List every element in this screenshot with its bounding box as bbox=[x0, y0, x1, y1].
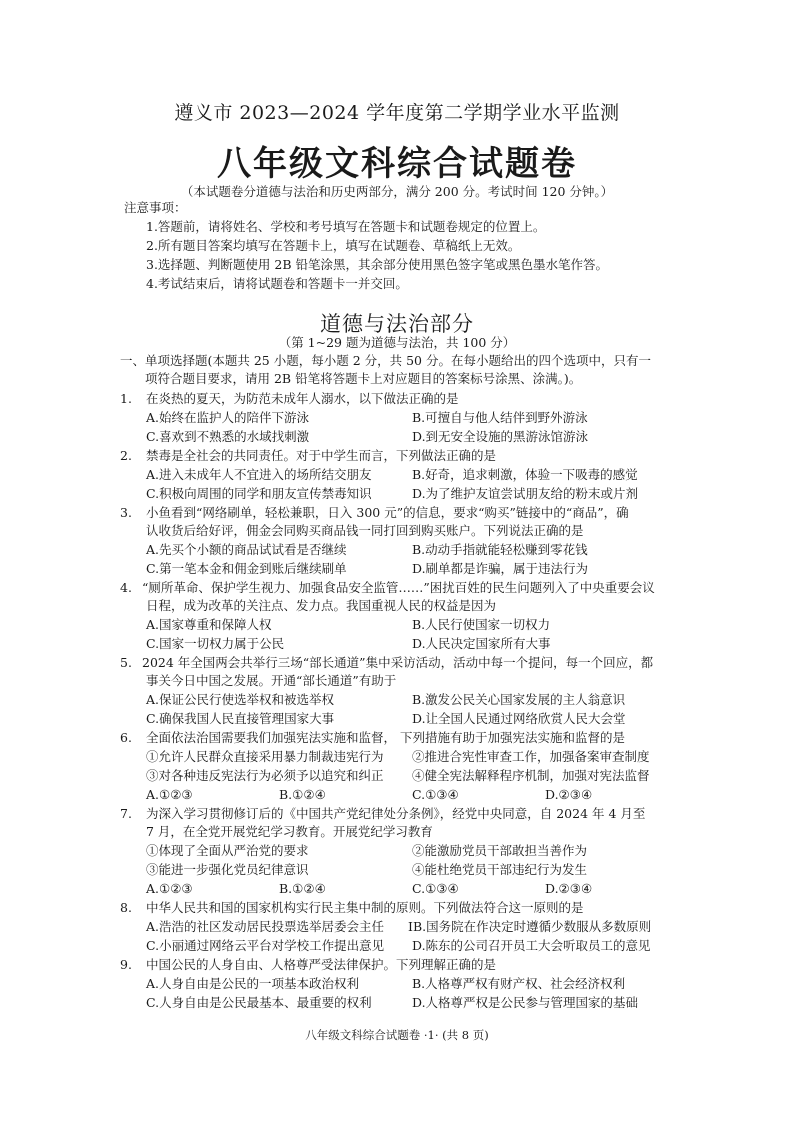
option-b: B.好奇，追求刺激，体验一下吸毒的感觉 bbox=[412, 467, 638, 482]
question-number: 7. bbox=[120, 806, 132, 821]
question-stem-cont: 日程，成为改革的关注点、发力点。我国重视人民的权益是因为 bbox=[146, 598, 497, 613]
statement-4: ④能杜绝党员干部违纪行为发生 bbox=[412, 862, 588, 877]
notes-heading: 注意事项： bbox=[124, 200, 187, 215]
question-number: 9. bbox=[120, 957, 132, 972]
question-number: 4. bbox=[120, 580, 132, 595]
option-b: B.动动手指就能轻松赚到零花钱 bbox=[412, 542, 588, 557]
option-c: C.①③④ bbox=[412, 881, 459, 896]
option-a: A.始终在监护人的陪伴下游泳 bbox=[146, 410, 310, 425]
option-b: IB.国务院在作决定时遵循少数服从多数原则 bbox=[408, 919, 652, 934]
option-c: C.第一笔本金和佣金到账后继续刷单 bbox=[146, 561, 347, 576]
option-d: D.为了维护友谊尝试朋友给的粉末或片剂 bbox=[412, 486, 639, 501]
statement-1: ①允许人民群众直接采用暴力制裁违宪行为 bbox=[146, 749, 384, 764]
question-stem: 中华人民共和国的国家机构实行民主集中制的原则。下列做法符合这一原则的是 bbox=[146, 900, 584, 915]
option-d: D.人民决定国家所有大事 bbox=[412, 636, 551, 651]
statement-4: ④健全宪法解释程序机制，加强对宪法监督 bbox=[412, 768, 650, 783]
part-instruction: 一、单项选择题(本题共 25 小题，每小题 2 分，共 50 分。在每小题给出的四个选项中，只有一 bbox=[120, 353, 651, 368]
option-d: D.让全国人民通过网络欣赏人民大会堂 bbox=[412, 711, 626, 726]
option-a: A.先买个小额的商品试试看是否继续 bbox=[146, 542, 347, 557]
question-number: 8. bbox=[120, 900, 132, 915]
question-stem: “厕所革命、保护学生视力、加强食品安全监管……”困扰百姓的民生问题列入了中央重要会议 bbox=[142, 580, 655, 595]
option-b: B.人民行使国家一切权力 bbox=[412, 617, 551, 632]
question-stem: 中国公民的人身自由、人格尊严受法律保护。下列理解正确的是 bbox=[146, 957, 497, 972]
option-d: D.陈东的公司召开员工大会听取员工的意见 bbox=[412, 938, 651, 953]
question-number: 2. bbox=[120, 448, 132, 463]
section-subtitle: （第 1~29 题为道德与法治，共 100 分） bbox=[278, 335, 516, 350]
statement-1: ①体现了全面从严治党的要求 bbox=[146, 843, 309, 858]
question-stem-cont: 事关今日中国之发展。开通“部长通道”有助于 bbox=[146, 673, 397, 688]
option-c: C.人身自由是公民最基本、最重要的权利 bbox=[146, 995, 372, 1010]
option-c: C.喜欢到不熟悉的水域找刺激 bbox=[146, 429, 310, 444]
option-c: C.小丽通过网络云平台对学校工作提出意见 bbox=[146, 938, 385, 953]
option-c: C.国家一切权力属于公民 bbox=[146, 636, 285, 651]
option-a: A.进入未成年人不宜进入的场所结交朋友 bbox=[146, 467, 372, 482]
exam-subtitle: （本试题卷分道德与法治和历史两部分，满分 200 分。考试时间 120 分钟。） bbox=[180, 184, 614, 199]
option-d: D.②③④ bbox=[545, 787, 593, 802]
note-item: 2.所有题目答案均填写在答题卡上，填写在试题卷、草稿纸上无效。 bbox=[146, 238, 521, 253]
option-d: D.②③④ bbox=[545, 881, 593, 896]
note-item: 1.答题前，请将姓名、学校和考号填写在答题卡和试题卷规定的位置上。 bbox=[146, 219, 546, 234]
exam-title-main: 八年级文科综合试题卷 bbox=[217, 144, 577, 184]
question-number: 1. bbox=[120, 391, 132, 406]
option-a: A.①②③ bbox=[146, 787, 193, 802]
question-stem: 在炎热的夏天，为防范未成年人溺水，以下做法正确的是 bbox=[146, 391, 459, 406]
option-c: C.确保我国人民直接管理国家大事 bbox=[146, 711, 335, 726]
note-item: 4.考试结束后，请将试题卷和答题卡一并交回。 bbox=[146, 276, 408, 291]
part-instruction: 项符合题目要求，请用 2B 铅笔将答题卡上对应题目的答案标号涂黑、涂满。)。 bbox=[145, 371, 582, 386]
question-number: 5. bbox=[120, 655, 132, 670]
option-a: A.人身自由是公民的一项基本政治权利 bbox=[146, 976, 360, 991]
question-stem: 全面依法治国需要我们加强宪法实施和监督， 下列措施有助于加强宪法实施和监督的是 bbox=[146, 730, 625, 745]
question-stem: 小鱼看到“网络刷单，轻松兼职，日入 300 元”的信息，要求“购买”链接中的“商品”，确 bbox=[146, 505, 629, 520]
option-b: B.激发公民关心国家发展的主人翁意识 bbox=[412, 692, 626, 707]
section-title: 道德与法治部分 bbox=[320, 312, 474, 336]
question-stem-cont: 7 月，在全党开展党纪学习教育。开展党纪学习教育 bbox=[146, 824, 433, 839]
statement-3: ③对各种违反宪法行为必须予以追究和纠正 bbox=[146, 768, 384, 783]
question-stem: 为深入学习贯彻修订后的《中国共产党纪律处分条例》，经党中央同意，自 2024 年 4 月至 bbox=[146, 806, 646, 821]
page-footer: 八年级文科综合试题卷 ·1· (共 8 页) bbox=[305, 1028, 489, 1042]
option-a: A.浩浩的社区发动居民投票选举居委会主任 bbox=[146, 919, 385, 934]
question-stem: 2024 年全国两会共举行三场“部长通道”集中采访活动，活动中每一个提问，每一个回应，都 bbox=[142, 655, 654, 670]
option-b: B.①②④ bbox=[279, 787, 326, 802]
exam-title-line1: 遵义市 2023—2024 学年度第二学期学业水平监测 bbox=[174, 102, 620, 124]
note-item: 3.选择题、判断题使用 2B 铅笔涂黑，其余部分使用黑色签字笔或黑色墨水笔作答。 bbox=[146, 257, 609, 272]
option-d: D.到无安全设施的黑游泳馆游泳 bbox=[412, 429, 589, 444]
option-d: D.刷单都是诈骗，属于违法行为 bbox=[412, 561, 589, 576]
question-number: 3. bbox=[120, 505, 132, 520]
option-b: B.人格尊严权有财产权、社会经济权利 bbox=[412, 976, 626, 991]
option-a: A.保证公民行使选举权和被选举权 bbox=[146, 692, 335, 707]
question-number: 6. bbox=[120, 730, 132, 745]
option-a: A.①②③ bbox=[146, 881, 193, 896]
option-b: B.可擅自与他人结伴到野外游泳 bbox=[412, 410, 588, 425]
option-b: B.①②④ bbox=[279, 881, 326, 896]
question-stem: 禁毒是全社会的共同责任。对于中学生而言，下列做法正确的是 bbox=[146, 448, 497, 463]
option-c: C.积极向周围的同学和朋友宣传禁毒知识 bbox=[146, 486, 372, 501]
statement-2: ②推进合宪性审查工作，加强备案审查制度 bbox=[412, 749, 650, 764]
option-d: D.人格尊严权是公民参与管理国家的基础 bbox=[412, 995, 639, 1010]
question-stem-cont: 认收货后给好评，佣金会同购买商品钱一同打回到购买账户。下列说法正确的是 bbox=[146, 523, 584, 538]
statement-2: ②能激励党员干部敢担当善作为 bbox=[412, 843, 588, 858]
option-c: C.①③④ bbox=[412, 787, 459, 802]
option-a: A.国家尊重和保障人权 bbox=[146, 617, 272, 632]
statement-3: ③能进一步强化党员纪律意识 bbox=[146, 862, 309, 877]
